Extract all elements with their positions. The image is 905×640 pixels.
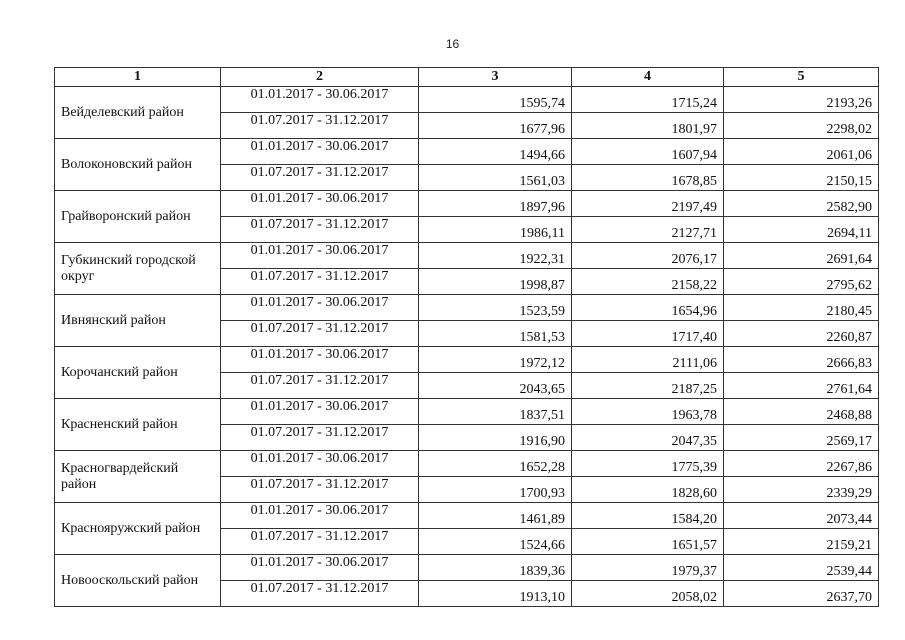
value-col4: 2076,17	[572, 243, 724, 269]
district-name: Ивнянский район	[55, 295, 221, 347]
value-col5: 2073,44	[724, 503, 879, 529]
value-col4: 1584,20	[572, 503, 724, 529]
period-cell: 01.07.2017 - 31.12.2017	[221, 425, 419, 451]
period-cell: 01.01.2017 - 30.06.2017	[221, 243, 419, 269]
column-header-3: 3	[419, 68, 572, 87]
value-col4: 2127,71	[572, 217, 724, 243]
table-row	[55, 191, 879, 217]
header-row	[55, 68, 879, 87]
period-cell: 01.01.2017 - 30.06.2017	[221, 191, 419, 217]
value-col3: 2043,65	[419, 373, 572, 399]
value-col3: 1524,66	[419, 529, 572, 555]
value-col5: 2339,29	[724, 477, 879, 503]
district-name: Новооскольский район	[55, 555, 221, 607]
value-col3: 1677,96	[419, 113, 572, 139]
period-cell: 01.01.2017 - 30.06.2017	[221, 451, 419, 477]
page-number: 16	[445, 37, 460, 51]
value-col4: 2197,49	[572, 191, 724, 217]
value-col5: 2150,15	[724, 165, 879, 191]
table-body	[55, 87, 879, 607]
value-col5: 2468,88	[724, 399, 879, 425]
value-col5: 2193,26	[724, 87, 879, 113]
table-row	[55, 451, 879, 477]
district-name: Красненский район	[55, 399, 221, 451]
value-col4: 1828,60	[572, 477, 724, 503]
value-col5: 2569,17	[724, 425, 879, 451]
value-col4: 1717,40	[572, 321, 724, 347]
value-col3: 1652,28	[419, 451, 572, 477]
value-col3: 1972,12	[419, 347, 572, 373]
district-name: Краснояружский район	[55, 503, 221, 555]
period-cell: 01.01.2017 - 30.06.2017	[221, 503, 419, 529]
value-col5: 2761,64	[724, 373, 879, 399]
value-col3: 1523,59	[419, 295, 572, 321]
value-col4: 1651,57	[572, 529, 724, 555]
district-name: Грайворонский район	[55, 191, 221, 243]
value-col4: 1979,37	[572, 555, 724, 581]
table-row	[55, 347, 879, 373]
value-col5: 2061,06	[724, 139, 879, 165]
period-cell: 01.01.2017 - 30.06.2017	[221, 295, 419, 321]
district-name: Губкинский городской округ	[55, 243, 221, 295]
value-col3: 1595,74	[419, 87, 572, 113]
period-cell: 01.07.2017 - 31.12.2017	[221, 269, 419, 295]
period-cell: 01.07.2017 - 31.12.2017	[221, 113, 419, 139]
value-col5: 2298,02	[724, 113, 879, 139]
period-cell: 01.01.2017 - 30.06.2017	[221, 347, 419, 373]
period-cell: 01.07.2017 - 31.12.2017	[221, 477, 419, 503]
value-col5: 2260,87	[724, 321, 879, 347]
value-col3: 1897,96	[419, 191, 572, 217]
table-row	[55, 243, 879, 269]
district-name: Вейделевский район	[55, 87, 221, 139]
value-col3: 1837,51	[419, 399, 572, 425]
value-col5: 2159,21	[724, 529, 879, 555]
value-col5: 2539,44	[724, 555, 879, 581]
period-cell: 01.07.2017 - 31.12.2017	[221, 165, 419, 191]
value-col3: 1581,53	[419, 321, 572, 347]
value-col5: 2267,86	[724, 451, 879, 477]
value-col4: 1678,85	[572, 165, 724, 191]
period-cell: 01.07.2017 - 31.12.2017	[221, 321, 419, 347]
district-name: Корочанский район	[55, 347, 221, 399]
value-col3: 1922,31	[419, 243, 572, 269]
period-cell: 01.01.2017 - 30.06.2017	[221, 87, 419, 113]
value-col5: 2795,62	[724, 269, 879, 295]
value-col4: 1654,96	[572, 295, 724, 321]
value-col3: 1839,36	[419, 555, 572, 581]
value-col4: 2158,22	[572, 269, 724, 295]
period-cell: 01.07.2017 - 31.12.2017	[221, 217, 419, 243]
column-header-5: 5	[724, 68, 879, 87]
value-col5: 2637,70	[724, 581, 879, 607]
value-col5: 2582,90	[724, 191, 879, 217]
value-col4: 1607,94	[572, 139, 724, 165]
table-row	[55, 503, 879, 529]
value-col3: 1913,10	[419, 581, 572, 607]
value-col3: 1561,03	[419, 165, 572, 191]
table-row	[55, 555, 879, 581]
value-col4: 1963,78	[572, 399, 724, 425]
district-name: Красногвардейский район	[55, 451, 221, 503]
period-cell: 01.01.2017 - 30.06.2017	[221, 399, 419, 425]
period-cell: 01.07.2017 - 31.12.2017	[221, 373, 419, 399]
value-col5: 2666,83	[724, 347, 879, 373]
period-cell: 01.01.2017 - 30.06.2017	[221, 555, 419, 581]
tariff-table	[54, 67, 879, 607]
table-row	[55, 87, 879, 113]
value-col4: 2047,35	[572, 425, 724, 451]
value-col5: 2180,45	[724, 295, 879, 321]
value-col5: 2691,64	[724, 243, 879, 269]
period-cell: 01.01.2017 - 30.06.2017	[221, 139, 419, 165]
value-col3: 1461,89	[419, 503, 572, 529]
table-header	[55, 68, 879, 87]
value-col3: 1700,93	[419, 477, 572, 503]
value-col4: 2111,06	[572, 347, 724, 373]
value-col4: 2187,25	[572, 373, 724, 399]
table-row	[55, 295, 879, 321]
value-col4: 1775,39	[572, 451, 724, 477]
value-col4: 1801,97	[572, 113, 724, 139]
value-col3: 1494,66	[419, 139, 572, 165]
value-col3: 1998,87	[419, 269, 572, 295]
column-header-4: 4	[572, 68, 724, 87]
period-cell: 01.07.2017 - 31.12.2017	[221, 581, 419, 607]
table-row	[55, 139, 879, 165]
district-name: Волоконовский район	[55, 139, 221, 191]
period-cell: 01.07.2017 - 31.12.2017	[221, 529, 419, 555]
value-col3: 1916,90	[419, 425, 572, 451]
value-col5: 2694,11	[724, 217, 879, 243]
column-header-2: 2	[221, 68, 419, 87]
value-col4: 2058,02	[572, 581, 724, 607]
column-header-1: 1	[55, 68, 221, 87]
value-col3: 1986,11	[419, 217, 572, 243]
table-row	[55, 399, 879, 425]
value-col4: 1715,24	[572, 87, 724, 113]
